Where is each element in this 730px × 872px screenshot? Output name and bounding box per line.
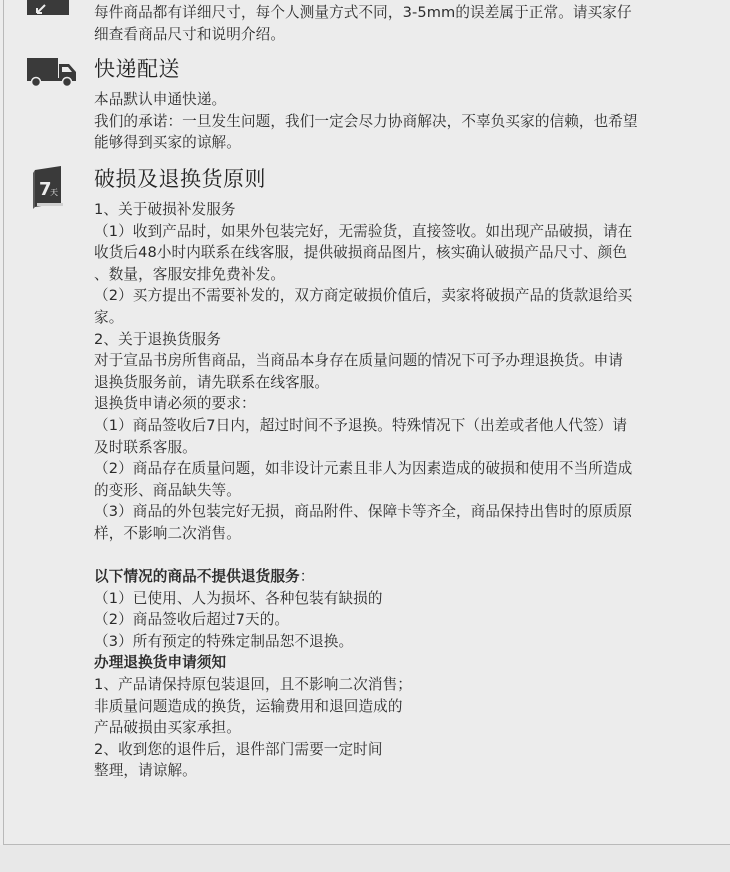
- notice-heading: 办理退换货申请须知: [94, 654, 227, 672]
- returns-line: 2、关于退换货服务: [94, 330, 221, 348]
- returns-title: 破损及退换货原则: [94, 167, 266, 191]
- spacer: [94, 545, 704, 567]
- no-return-colon: ：: [299, 568, 315, 586]
- seven-day-sublabel: 天: [50, 188, 58, 197]
- notice-line: 整理，请谅解。: [94, 762, 197, 780]
- shipping-title: 快递配送: [94, 57, 180, 81]
- size-notice-line: 每件商品都有详细尺寸，每个人测量方式不同，3-5mm的误差属于正常。请买家仔: [94, 4, 632, 21]
- truck-icon: [26, 56, 78, 88]
- no-return-line: （3）所有预定的特殊定制品恕不退换。: [94, 632, 354, 650]
- returns-line: （2）买方提出不需要补发的，双方商定破损价值后，卖家将破损产品的货款退给买: [94, 287, 633, 305]
- no-return-line: （2）商品签收后超过7天的。: [94, 611, 290, 629]
- returns-line: 的变形、商品缺失等。: [94, 481, 241, 499]
- returns-line: （1）收到产品时，如果外包装完好，无需验货，直接签收。如出现产品破损，请在: [94, 222, 633, 240]
- returns-line: 家。: [94, 308, 124, 326]
- size-notice-line: 细查看商品尺寸和说明介绍。: [94, 25, 286, 43]
- no-return-line: （1）已使用、人为损坏、各种包装有缺损的: [94, 589, 383, 607]
- seven-day-label: 7: [39, 179, 52, 200]
- shipping-section: [94, 55, 704, 154]
- returns-line: 、数量，客服安排免费补发。: [94, 265, 286, 283]
- size-notice: [94, 2, 704, 45]
- shipping-line: 能够得到买家的谅解。: [94, 134, 241, 152]
- returns-line: 退换货服务前，请先联系在线客服。: [94, 373, 330, 391]
- seven-day-return-icon: [31, 165, 65, 209]
- returns-line: 退换货申请必须的要求：: [94, 395, 256, 413]
- returns-section: [94, 165, 704, 782]
- no-return-heading: 以下情况的商品不提供退货服务: [94, 568, 300, 586]
- returns-line: 收货后48小时内联系在线客服，提供破损商品图片，核实确认破损产品尺寸、颜色: [94, 244, 628, 262]
- returns-line: （1）商品签收后7日内，超过时间不予退换。特殊情况下（出差或者他人代签）请: [94, 416, 628, 434]
- returns-line: 样，不影响二次消售。: [94, 524, 241, 542]
- returns-line: （2）商品存在质量问题，如非设计元素且非人为因素造成的破损和使用不当所造成: [94, 460, 633, 478]
- returns-line: 1、关于破损补发服务: [94, 201, 236, 218]
- notice-line: 非质量问题造成的换货，运输费用和退回造成的: [94, 697, 403, 715]
- notice-line: 1、产品请保持原包装退回，且不影响二次消售；: [94, 676, 412, 694]
- no-return-heading-line: [94, 566, 704, 588]
- shipping-line: 本品默认申通快递。: [94, 91, 227, 108]
- bottom-strip: [0, 845, 730, 872]
- returns-line: 及时联系客服。: [94, 438, 197, 456]
- notice-line: 产品破损由买家承担。: [94, 719, 241, 737]
- returns-line: （3）商品的外包装完好无损，商品附件、保障卡等齐全，商品保持出售时的原质原: [94, 503, 633, 521]
- notice-line: 2、收到您的退件后，退件部门需要一定时间: [94, 740, 383, 758]
- shipping-line: 我们的承诺：一旦发生问题，我们一定会尽力协商解决，不辜负买家的信赖，也希望: [94, 112, 638, 130]
- measure-icon: [27, 0, 71, 16]
- returns-line: 对于宣品书房所售商品，当商品本身存在质量问题的情况下可予办理退换货。申请: [94, 352, 623, 370]
